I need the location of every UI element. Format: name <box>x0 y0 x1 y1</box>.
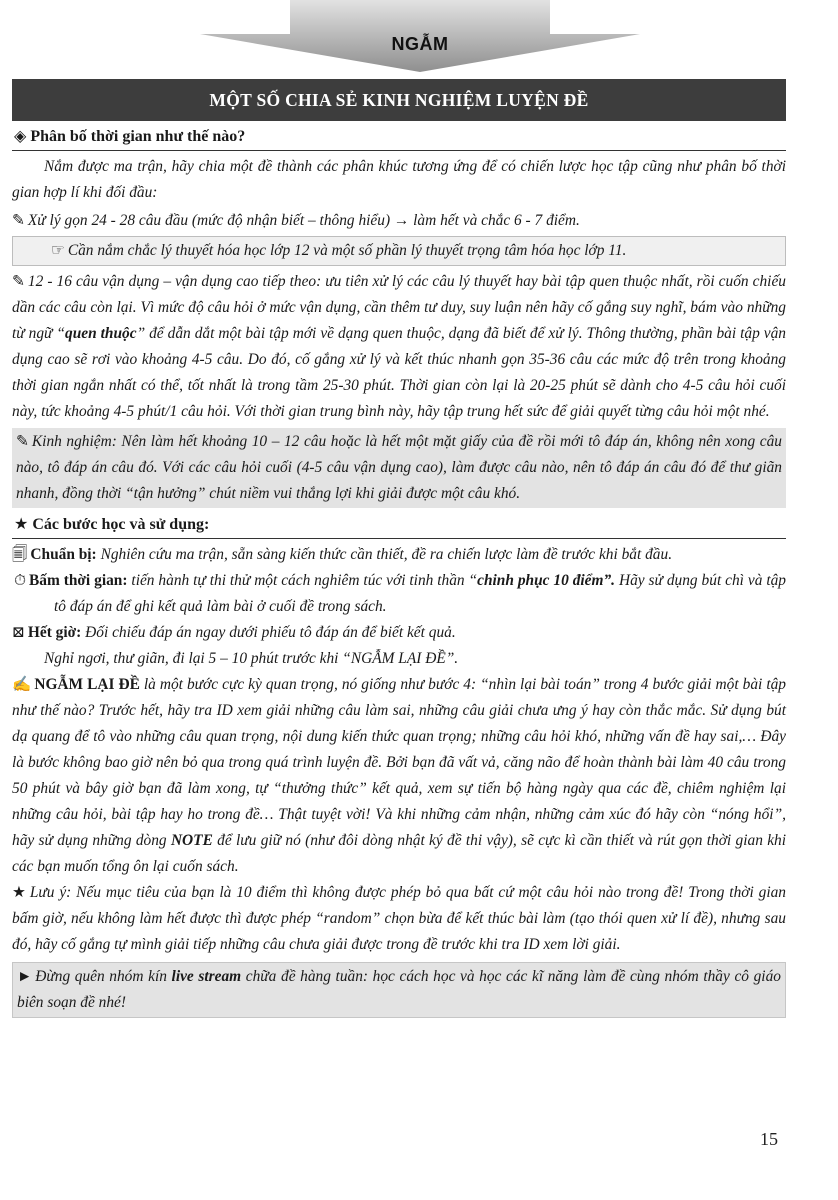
stopwatch-icon: ⏱ <box>14 572 27 589</box>
list-item-basic <box>12 208 786 234</box>
livestream-box <box>12 962 786 1018</box>
step-timer <box>12 568 786 620</box>
step-label: Chuẩn bị: <box>30 546 97 563</box>
item-text: Xử lý gọn 24 - 28 câu đầu (mức độ nhận biết – thông hiểu) → làm hết và chắc 6 - 7 điểm. <box>27 212 580 229</box>
diamond-icon: ◈ <box>14 128 27 145</box>
step-rest: Nghỉ ngơi, thư giãn, đi lại 5 – 10 phút trước khi “NGẪM LẠI ĐỀ”. <box>44 650 459 667</box>
final-text-b: chữa đề hàng tuần: học cách học và học các kĩ năng làm đề cùng nhóm thầy cô giáo biên soạn đề nhé! <box>17 968 781 1011</box>
emphasis-text: quen thuộc <box>65 325 137 342</box>
writing-hand-icon: ✍ <box>12 676 32 693</box>
step-label: NGẪM LẠI ĐỀ <box>34 676 140 693</box>
pointing-hand-icon: ☞ <box>51 242 65 259</box>
note-text: Lưu ý: Nếu mục tiêu của bạn là 10 điểm thì không được phép bỏ qua bất cứ một câu hỏi nào trong đề! Trong thời gian bấm giờ, nếu không làm hết được thì được phép “random” chọn bừa để kết thúc bài làm (tạo thói quen xử lí đề), nhưng sau đó, hãy cố gắng tự mình giải tiếp những câu chưa giải được trong đề trước khi tra ID xem lời giải. <box>12 884 786 953</box>
section-heading-steps <box>12 510 786 539</box>
pencil-icon: ✎ <box>12 273 25 290</box>
pencil-icon: ✎ <box>12 212 25 229</box>
step-label: Hết giờ: <box>27 624 82 641</box>
content <box>12 122 786 1018</box>
final-text-a: Đừng quên nhóm kín <box>35 968 167 985</box>
note-box <box>12 236 786 266</box>
star-icon: ★ <box>14 516 29 533</box>
notes-icon: 🗐 <box>12 546 28 563</box>
emphasis-text: NOTE <box>170 832 213 849</box>
note-text: Cần nắm chắc lý thuyết hóa học lớp 12 và một số phần lý thuyết trọng tâm hóa học lớp 11. <box>67 242 627 259</box>
step-prepare <box>12 542 786 568</box>
emphasis-text: chinh phục 10 điểm”. <box>477 572 616 589</box>
star-icon: ★ <box>12 884 27 901</box>
triangle-pointer-icon: ► <box>17 968 33 985</box>
item-text-a: 12 - 16 câu vận dụng – vận dụng cao tiếp theo: ưu tiên xử lý các câu lý thuyết hay bài tập quen thuộc nhất, rồi cuốn chiếu dần các câu còn lại. Vì mức độ câu hỏi ở mức vận dụng, cần thêm tư duy, suy luận nên hãy cố gắng suy nghĩ, bám vào những từ ngữ “ <box>12 273 786 342</box>
page-title: MỘT SỐ CHIA SẺ KINH NGHIỆM LUYỆN ĐỀ <box>12 79 786 121</box>
review-text-b: để lưu giữ nó (như đôi dòng nhật ký đề thi vậy), sẽ cực kì cần thiết và rút gọn thời gian khi các bạn muốn tổng ôn lại cuốn sách. <box>12 832 787 875</box>
header-label: NGẪM <box>391 34 449 54</box>
page-number: 15 <box>760 1129 778 1149</box>
list-item-advanced <box>12 269 786 425</box>
step-text-b: Hãy sử dụng bút chì và tập tô đáp án để ghi kết quả làm bài ở cuối đề trong sách. <box>54 572 786 615</box>
step-text-a: tiến hành tự thi thử một cách nghiêm túc với tinh thần “ <box>131 572 478 589</box>
heading-text: Phân bố thời gian như thế nào? <box>30 128 246 145</box>
step-review <box>12 672 786 880</box>
experience-box <box>12 428 786 508</box>
step-label: Bấm thời gian: <box>29 572 128 589</box>
experience-text: Kinh nghiệm: Nên làm hết khoảng 10 – 12 câu hoặc là hết một mặt giấy của đề rồi mới tô đáp án, không nên xong câu nào, tô đáp án câu đó. Với các câu hỏi cuối (4-5 câu vận dụng cao), làm được câu nào, nên tô đáp án câu đó để thư giãn nhanh, đồng thời “tận hưởng” chút niềm vui thắng lợi khi giải được một câu khó. <box>16 433 782 502</box>
note-paragraph <box>12 880 786 958</box>
pencil-icon: ✎ <box>16 433 29 450</box>
step-text: Nghiên cứu ma trận, sẵn sàng kiến thức cần thiết, đề ra chiến lược làm đề trước khi bắt đầu. <box>100 546 673 563</box>
step-end <box>12 620 786 646</box>
boxed-x-icon: ⊠ <box>12 624 25 641</box>
step-text: Đối chiếu đáp án ngay dưới phiếu tô đáp án để biết kết quả. <box>85 624 456 641</box>
review-text-a: là một bước cực kỳ quan trọng, nó giống như bước 4: “nhìn lại bài toán” trong 4 bước giải một bài tập như thế nào? Trước hết, hãy tra ID xem giải những câu làm sai, những câu giải chưa ưng ý hay còn thắc mắc. Sử dụng bút dạ quang để tô vào những câu quan trọng, nội dung kiến thức quan trọng; những câu hỏi khó, những vấn đề hay sai,… Đây là bước không bao giờ nên bỏ qua trong quá trình luyện đề. Bởi bạn đã vất vả, căng não để hoàn thành bài làm 40 câu trong 50 phút và bây giờ bạn đã làm xong, tự “thưởng thức” kết quả, xem sự tiến bộ hàng ngày qua các đề, chiêm nghiệm lại những câu hỏi, bài tập hay ho trong đề… Thật tuyệt vời! Và khi những cảm nhận, những cảm xúc đó hãy còn “nóng hổi”, hãy sử dụng những dòng <box>12 676 786 849</box>
item-text-b: ” để dẫn dắt một bài tập mới về dạng quen thuộc, dạng đã biết để xử lý. Thông thường, phần bài tập vận dụng cao sẽ rơi vào khoảng 4-5 câu. Do đó, cố gắng xử lý và kết thúc nhanh gọn 35-36 câu các mức độ trên trong khoảng thời gian ngắn nhất có thể, tốt nhất là trong tầm 25-30 phút. Thời gian còn lại là 20-25 phút sẽ dành cho 4-5 câu hỏi cuối này, tức khoảng 4-5 phút/1 câu hỏi. Với thời gian trung bình này, hãy tập trung hết sức để giải quyết từng câu hỏi một nhé. <box>12 325 786 420</box>
intro-paragraph: Nắm được ma trận, hãy chia một đề thành các phân khúc tương ứng để có chiến lược học tập cũng như phân bố thời gian hợp lí khi đối đầu: <box>12 158 786 201</box>
section-heading-time <box>12 122 786 151</box>
heading-text: Các bước học và sử dụng: <box>32 516 210 533</box>
header-arrow-banner <box>180 0 660 72</box>
emphasis-text: live stream <box>171 968 242 985</box>
